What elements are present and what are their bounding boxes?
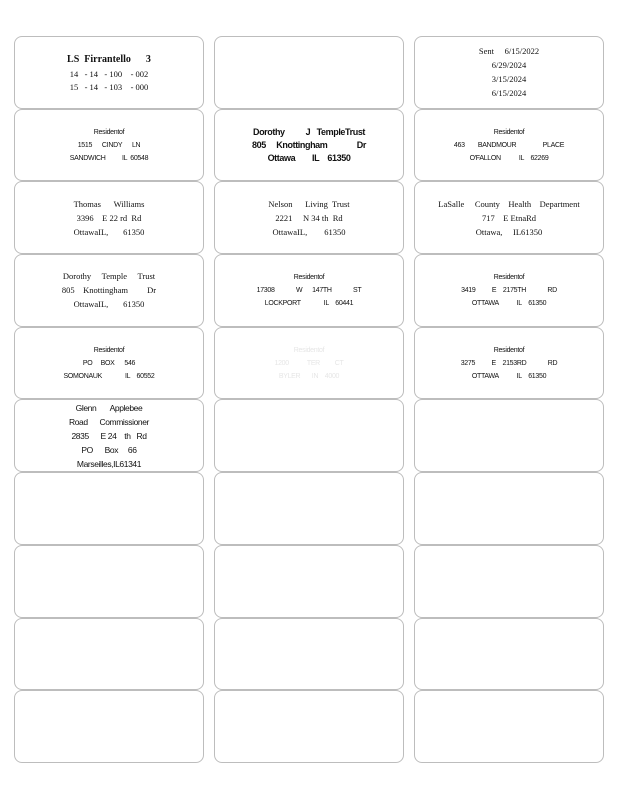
mailing-label — [414, 618, 604, 691]
label-line: 1515 CINDY LN — [77, 141, 141, 149]
mailing-label — [414, 109, 604, 182]
label-line: 463 BANDMOUR PLACE — [453, 141, 565, 149]
label-line: OttawaIL, 61350 — [272, 226, 346, 237]
mailing-label — [14, 181, 204, 254]
label-line: Nelson Living Trust — [268, 198, 350, 209]
label-sheet — [14, 36, 604, 763]
label-line: 6/15/2024 — [491, 88, 527, 99]
mailing-label — [14, 327, 204, 400]
mailing-label — [14, 109, 204, 182]
label-line: OTTAWA IL 61350 — [471, 299, 547, 307]
mailing-label — [414, 254, 604, 327]
mailing-label — [14, 36, 204, 109]
mailing-label — [14, 618, 204, 691]
label-line: 805 Knottingham Dr — [251, 139, 367, 150]
mailing-label — [214, 399, 404, 472]
label-line: LS Firrantello 3 — [67, 53, 151, 65]
mailing-label — [14, 254, 204, 327]
label-line: OttawaIL, 61350 — [73, 226, 145, 237]
label-line: Residentof — [493, 273, 525, 281]
label-line: 2221 N 34 th Rd — [275, 212, 343, 223]
label-line: PO Box 66 — [81, 444, 137, 455]
mailing-label — [214, 254, 404, 327]
label-line: Road Commissioner — [68, 416, 149, 427]
mailing-label — [14, 690, 204, 763]
label-line: PO BOX 546 — [82, 359, 136, 367]
label-line: 1200 TER CT — [274, 359, 344, 367]
label-line: Ottawa, IL61350 — [475, 226, 543, 237]
label-line: Thomas Williams — [73, 198, 145, 209]
label-line: Ottawa IL 61350 — [267, 152, 351, 163]
mailing-label — [214, 109, 404, 182]
label-line: Residentof — [93, 128, 125, 136]
label-line: Dorothy Temple Trust — [62, 271, 156, 282]
label-line: 3/15/2024 — [491, 74, 527, 85]
label-line: SOMONAUK IL 60552 — [63, 372, 155, 380]
label-line: Residentof — [493, 346, 525, 354]
mailing-label — [214, 327, 404, 400]
label-line: 17308 W 147TH ST — [256, 286, 362, 294]
label-line: Residentof — [93, 346, 125, 354]
label-line: LaSalle County Health Department — [438, 198, 580, 209]
mailing-label — [214, 690, 404, 763]
label-line: 6/29/2024 — [491, 60, 527, 71]
mailing-label — [414, 36, 604, 109]
mailing-label — [214, 181, 404, 254]
mailing-label — [214, 472, 404, 545]
mailing-label — [214, 618, 404, 691]
label-line: SANDWICH IL 60548 — [69, 154, 149, 162]
mailing-label — [414, 399, 604, 472]
label-line: 717 E EtnaRd — [481, 212, 537, 223]
mailing-label — [214, 545, 404, 618]
label-line: LOCKPORT IL 60441 — [264, 299, 354, 307]
label-line: OttawaIL, 61350 — [73, 299, 145, 310]
label-line: 805 Knottingham Dr — [61, 285, 157, 296]
mailing-label — [414, 545, 604, 618]
mailing-label — [14, 545, 204, 618]
label-line: Marseilles,IL61341 — [76, 458, 142, 469]
label-line: 3396 E 22 rd Rd — [76, 212, 142, 223]
label-line: Residentof — [493, 128, 525, 136]
label-line: Dorothy J TempleTrust — [252, 126, 366, 137]
label-line: BYLER IN 4000 — [278, 372, 340, 380]
label-line: Residentof — [293, 346, 325, 354]
mailing-label — [214, 36, 404, 109]
label-line: OTTAWA IL 61350 — [471, 372, 547, 380]
label-line: Glenn Applebee — [75, 402, 143, 413]
label-line: Sent 6/15/2022 — [478, 46, 540, 57]
mailing-label — [14, 399, 204, 472]
label-line: Residentof — [293, 273, 325, 281]
mailing-label — [414, 181, 604, 254]
mailing-label — [414, 690, 604, 763]
mailing-label — [414, 327, 604, 400]
label-line: 15 - 14 - 103 - 000 — [69, 81, 149, 92]
label-line: 3419 E 2175TH RD — [461, 286, 557, 294]
mailing-label — [14, 472, 204, 545]
label-line: 2835 E 24 th Rd — [71, 430, 147, 441]
mailing-label — [414, 472, 604, 545]
label-line: O'FALLON IL 62269 — [469, 154, 549, 162]
label-line: 14 - 14 - 100 - 002 — [69, 68, 149, 79]
label-line: 3275 E 2153RD RD — [460, 359, 558, 367]
